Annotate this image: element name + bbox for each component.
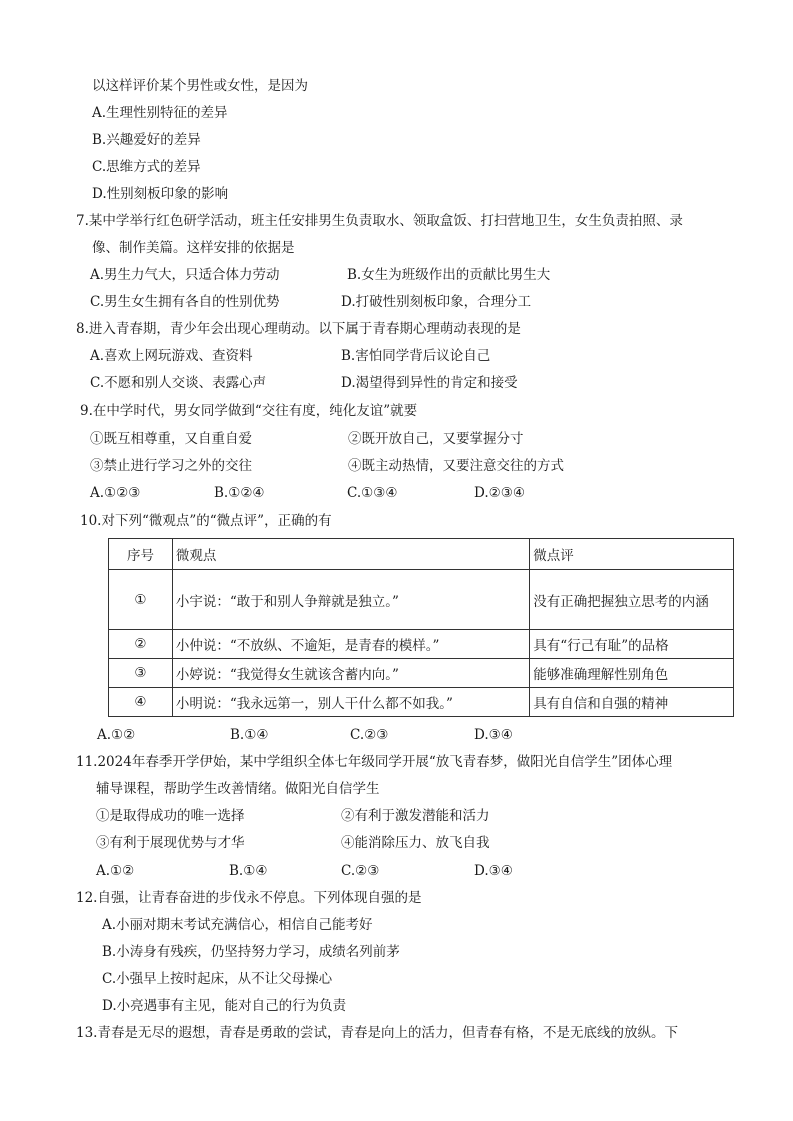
q12-stem: 12.自强，让青春奋进的步伐永不停息。下列体现自强的是	[76, 890, 422, 906]
row-index: ④	[109, 688, 173, 717]
q7-stem-line2: 像、制作美篇。这样安排的依据是	[92, 240, 295, 256]
table-row	[109, 630, 734, 659]
q9-option-b: B.①②④	[214, 485, 265, 501]
q7-option-d: D.打破性别刻板印象，合理分工	[341, 294, 532, 310]
q7-stem-line1: 7.某中学举行红色研学活动，班主任安排男生负责取水、领取盒饭、打扫营地卫生，女生负责拍照、录	[76, 213, 683, 229]
q6-stem-tail: 以这样评价某个男性或女性，是因为	[92, 78, 308, 94]
q9-option-c: C.①③④	[347, 485, 398, 501]
q8-option-a: A.喜欢上网玩游戏、查资料	[90, 348, 253, 364]
q8-option-b: B.害怕同学背后议论自己	[341, 348, 491, 364]
q8-stem: 8.进入青春期，青少年会出现心理萌动。以下属于青春期心理萌动表现的是	[76, 321, 521, 337]
q8-option-d: D.渴望得到异性的肯定和接受	[341, 375, 518, 391]
q10-stem: 10.对下列“微观点”的“微点评”，正确的有	[80, 513, 332, 529]
q9-item-2: ②既开放自己，又要掌握分寸	[348, 431, 524, 447]
q6-option-d: D.性别刻板印象的影响	[92, 186, 229, 202]
q6-option-c: C.思维方式的差异	[92, 159, 201, 175]
q7-option-a: A.男生力气大，只适合体力劳动	[90, 267, 280, 283]
q11-option-a: A.①②	[96, 863, 135, 879]
row-viewpoint: 小仲说：“不放纵、不逾矩，是青春的模样。”	[172, 630, 529, 659]
table-row	[109, 659, 734, 688]
q9-option-d: D.②③④	[474, 485, 525, 501]
row-comment: 没有正确把握独立思考的内涵	[530, 570, 734, 630]
header-comment: 微点评	[530, 539, 734, 570]
q11-stem-line2: 辅导课程，帮助学生改善情绪。做阳光自信学生	[96, 781, 380, 797]
q11-stem-line1: 11.2024年春季开学伊始，某中学组织全体七年级同学开展“放飞青春梦，做阳光自信学生”团体心理	[76, 754, 673, 770]
q9-stem: 9.在中学时代，男女同学做到“交往有度，纯化友谊”就要	[80, 403, 418, 419]
q11-option-d: D.③④	[474, 863, 513, 879]
q11-item-1: ①是取得成功的唯一选择	[96, 808, 245, 824]
q11-item-4: ④能消除压力、放飞自我	[341, 835, 490, 851]
q10-table	[108, 538, 734, 717]
q10-option-a: A.①②	[97, 727, 136, 743]
table-header-row	[109, 539, 734, 570]
table-row	[109, 570, 734, 630]
q11-item-3: ③有利于展现优势与才华	[96, 835, 245, 851]
row-comment: 能够准确理解性别角色	[530, 659, 734, 688]
q10-option-c: C.②③	[350, 727, 389, 743]
q11-option-b: B.①④	[229, 863, 268, 879]
table-row	[109, 688, 734, 717]
q12-option-c: C.小强早上按时起床，从不让父母操心	[102, 971, 333, 987]
q11-option-c: C.②③	[341, 863, 380, 879]
q9-item-3: ③禁止进行学习之外的交往	[90, 458, 252, 474]
q13-stem-line1: 13.青春是无尽的遐想，青春是勇敢的尝试，青春是向上的活力，但青春有格，不是无底线的放纵。下	[76, 1025, 678, 1041]
q11-item-2: ②有利于激发潜能和活力	[341, 808, 490, 824]
header-index: 序号	[109, 539, 173, 570]
row-index: ①	[109, 570, 173, 630]
row-index: ②	[109, 630, 173, 659]
q12-option-b: B.小涛身有残疾，仍坚持努力学习，成绩名列前茅	[102, 944, 400, 960]
row-viewpoint: 小宇说：“敢于和别人争辩就是独立。”	[172, 570, 529, 630]
row-viewpoint: 小明说：“我永远第一，别人干什么都不如我。”	[172, 688, 529, 717]
q6-option-b: B.兴趣爱好的差异	[92, 132, 201, 148]
row-viewpoint: 小婷说：“我觉得女生就该含蓄内向。”	[172, 659, 529, 688]
q6-option-a: A.生理性别特征的差异	[92, 105, 228, 121]
row-index: ③	[109, 659, 173, 688]
q7-option-b: B.女生为班级作出的贡献比男生大	[347, 267, 551, 283]
q7-option-c: C.男生女生拥有各自的性别优势	[90, 294, 280, 310]
q10-option-b: B.①④	[230, 727, 269, 743]
q8-option-c: C.不愿和别人交谈、表露心声	[90, 375, 267, 391]
q12-option-d: D.小亮遇事有主见，能对自己的行为负责	[102, 998, 347, 1014]
row-comment: 具有“行己有耻”的品格	[530, 630, 734, 659]
q9-item-4: ④既主动热情，又要注意交往的方式	[348, 458, 564, 474]
header-viewpoint: 微观点	[172, 539, 529, 570]
q10-option-d: D.③④	[474, 727, 513, 743]
row-comment: 具有自信和自强的精神	[530, 688, 734, 717]
q9-item-1: ①既互相尊重，又自重自爱	[90, 431, 252, 447]
q9-option-a: A.①②③	[90, 485, 141, 501]
q12-option-a: A.小丽对期末考试充满信心，相信自己能考好	[102, 917, 373, 933]
